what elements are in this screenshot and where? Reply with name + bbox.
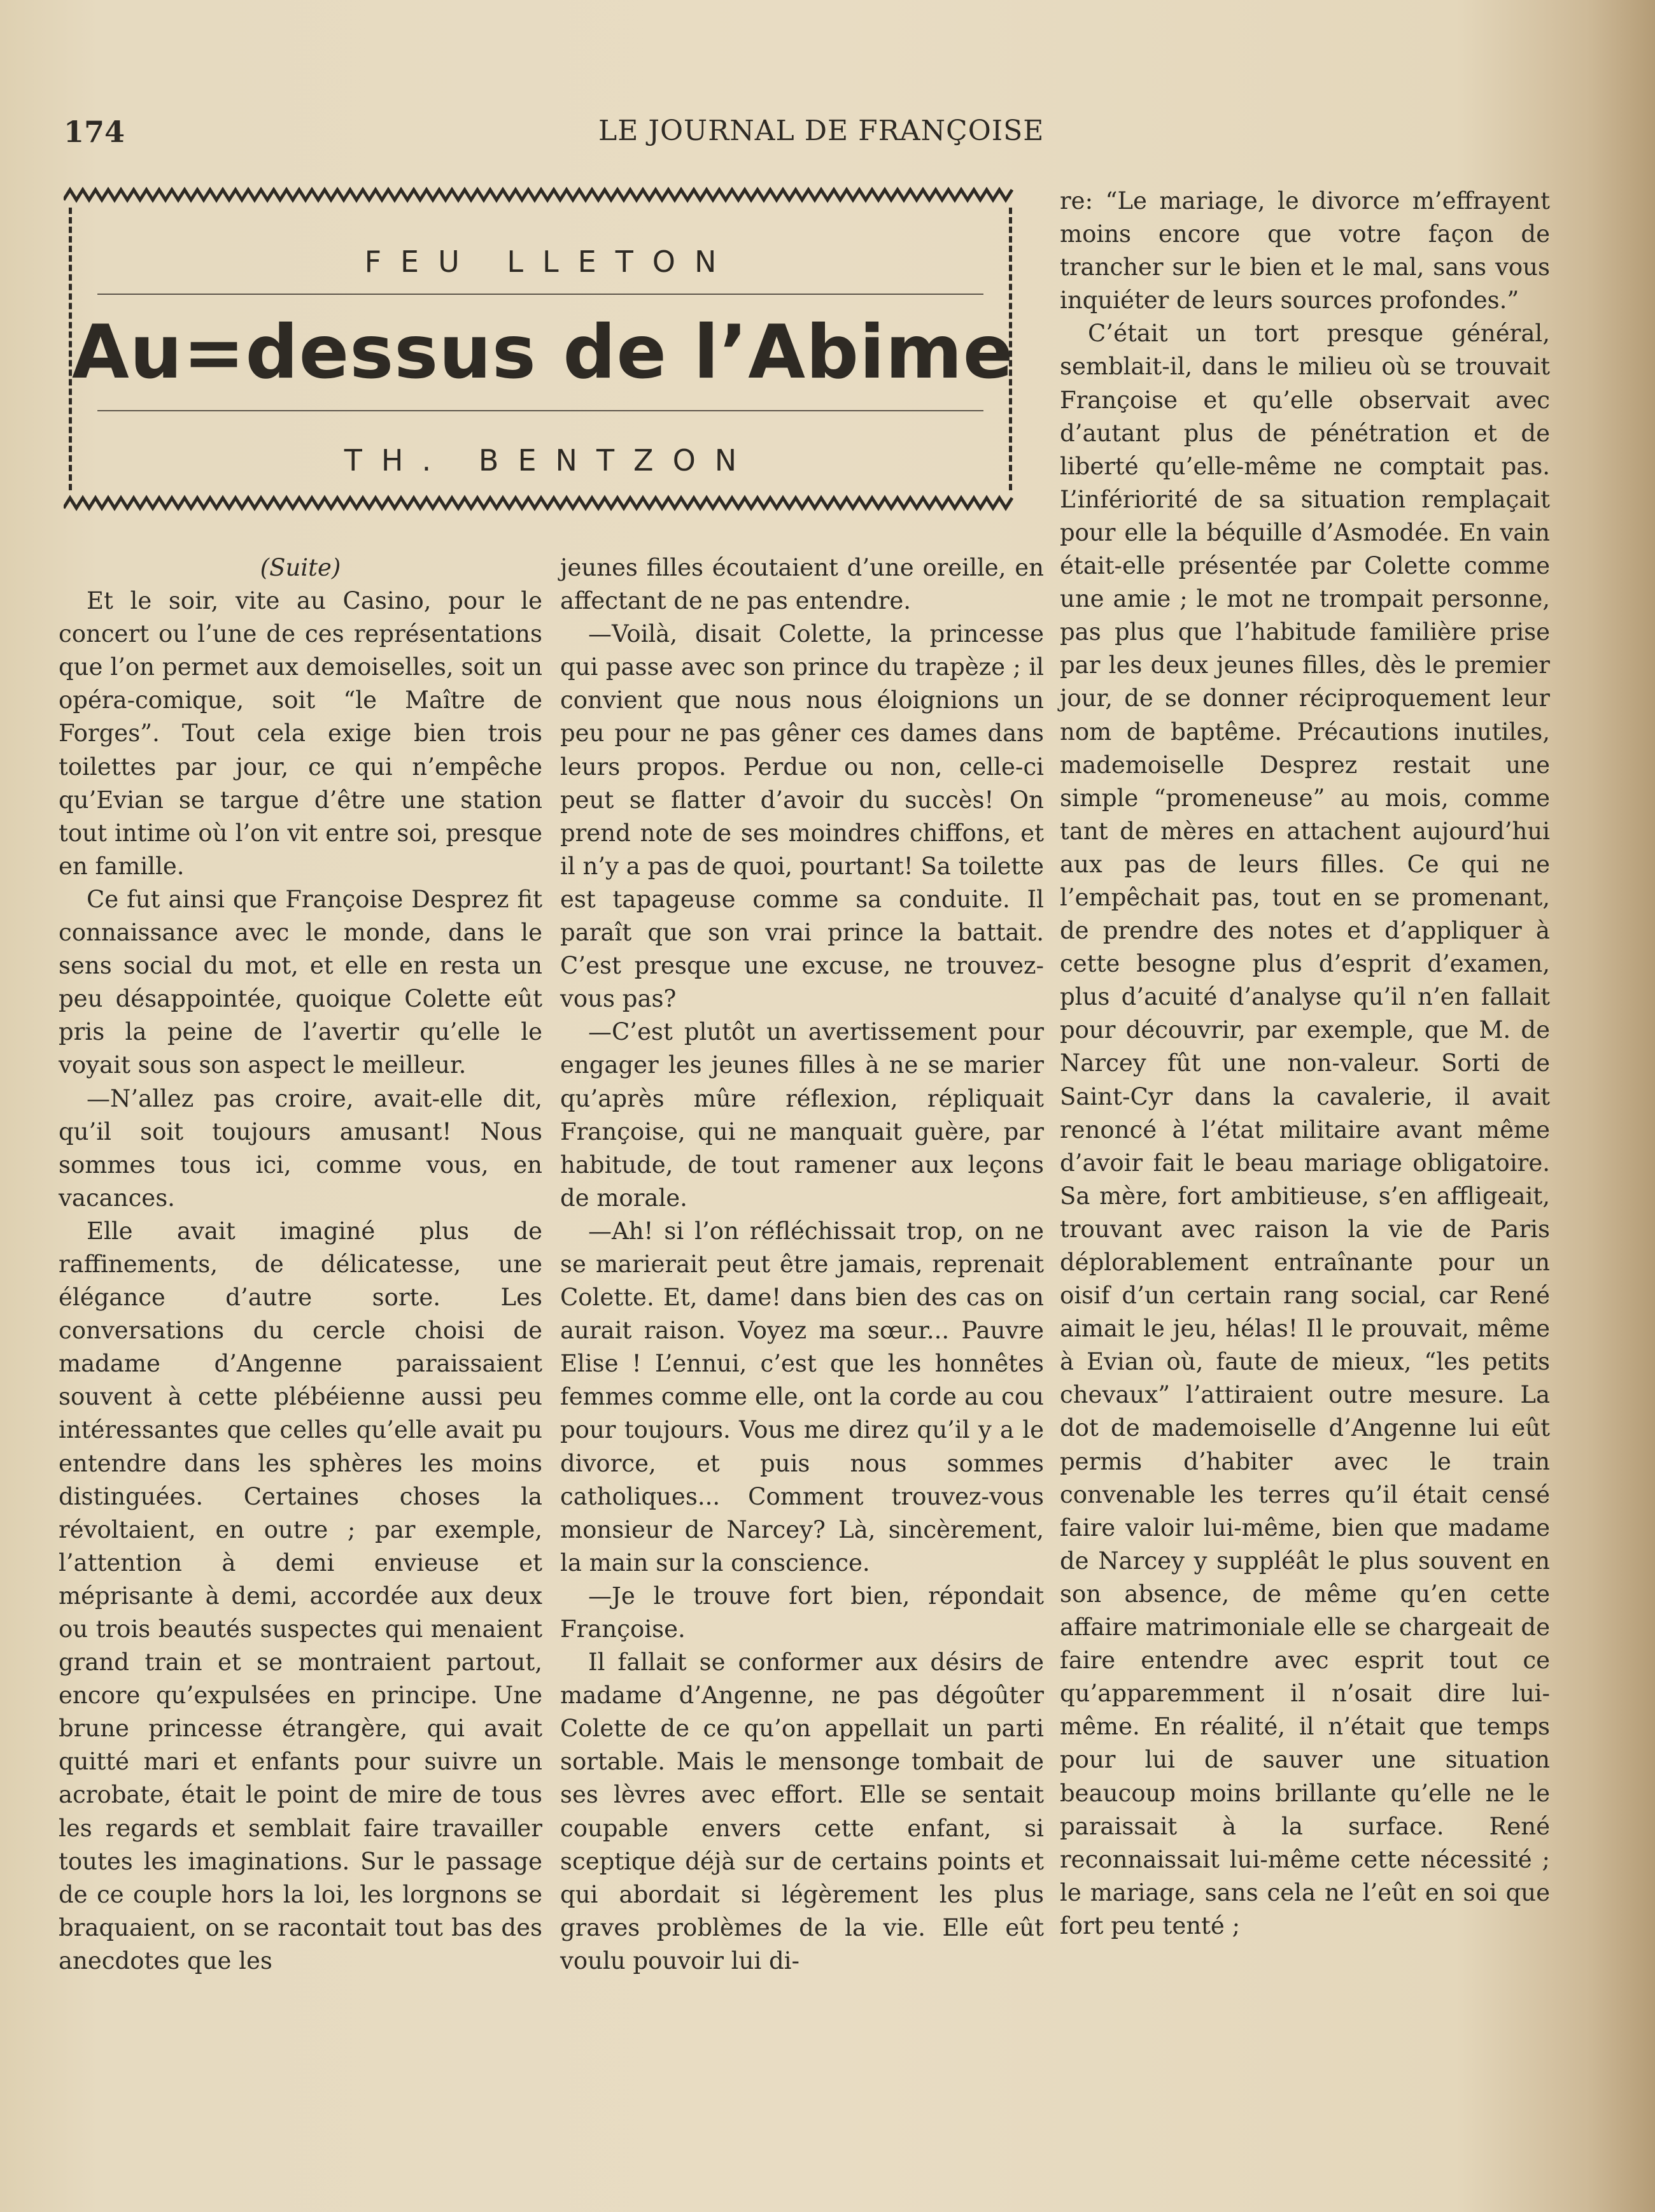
paragraph: —N’allez pas croire, avait-elle dit, qu’il soit toujours amusant! Nous sommes tous ici, comme vous, en vacances. [59,1084,542,1212]
paragraph: —C’est plutôt un avertissement pour engager les jeunes filles à ne se marier qu’après mûre réflexion, répliquait Françoise, qui ne manquait guère, par habitude, de tout ramener aux leçons de morale. [560,1018,1044,1212]
paragraph: —Voilà, disait Colette, la princesse qui passe avec son prince du trapèze ; il convient que nous nous éloignions un peu pour ne pas gêner ces dames dans leurs propos. Perdue ou non, celle-ci peut se flatter d’avoir du succès! On prend note de ses moindres chiffons, et il n’y a pas de quoi, pourtant! Sa toilette est tapageuse comme sa conduite. Il paraît que son vrai prince la battait. C’est presque une excuse, ne trouvez-vous pas? [560,620,1044,1013]
journal-title: LE JOURNAL DE FRANÇOISE [598,115,1045,147]
serial-title: Au=dessus de l’Abime [72,309,1014,395]
zigzag-border-top [64,186,1017,204]
paragraph: Il fallait se conformer aux désirs de madame d’Angenne, ne pas dégoûter Colette de ce qu’on appellait un parti sortable. Mais le mensonge tombait de ses lèvres avec effort. Elle se sentait coupable envers cette enfant, si sceptique déjà sur de certains points et qui abordait si légèrement les plus graves problèmes de la vie. Elle eût voulu pouvoir lui di- [560,1648,1044,1974]
feuilleton-title-box [64,186,1017,512]
paragraph: Elle avait imaginé plus de raffinements, de délicatesse, une élégance d’autre sorte. Les conversations du cercle choisi de madame d’Angenne paraissaient souvent à cette plébéienne aussi peu intéressantes que celles qu’elle avait pu entendre dans les sphères les moins distinguées. Certaines choses la révoltaient, en outre ; par exemple, l’attention à demi envieuse et méprisante à demi, accordée aux deux ou trois beautés suspectes qui menaient grand train et se montraient partout, encore qu’expulsées en principe. Une brune princesse étrangère, qui avait quitté mari et enfants pour suivre un acrobate, était le point de mire de tous les regards et semblait faire travailler toutes les imaginations. Sur le passage de ce couple hors la loi, les lorgnons se braquaient, on se racontait tout bas des anecdotes que les [59,1217,542,1974]
text-column-3 [1060,185,1550,1943]
feuilleton-inner-frame [69,208,1012,490]
paragraph: Et le soir, vite au Casino, pour le concert ou l’une de ces représentations que l’on permet aux demoiselles, soit un opéra-comique, soit “le Maître de Forges”. Tout cela exige bien trois toilettes par jour, ce qui n’empêche qu’Evian se targue d’être une station tout intime où l’on vit entre soi, presque en famille. [59,587,542,880]
paragraph: C’était un tort presque général, semblait-il, dans le milieu où se trouvait Françoise et qu’elle observait avec d’autant plus de pénétration et de liberté qu’elle-même ne comptait pas. L’infériorité de sa situation remplaçait pour elle la béquille d’Asmodée. En vain était-elle présentée par Colette comme une amie ; le mot ne trompait personne, pas plus que l’habitude familière prise par les deux jeunes filles, dès le premier jour, de se donner réciproquement leur nom de baptême. Précautions inutiles, mademoiselle Desprez restait une simple “promeneuse” au mois, comme tant de mères en attachent aujourd’hui aux pas de leurs filles. Ce qui ne l’empêchait pas, tout en se promenant, de prendre des notes et d’appliquer à cette besogne plus d’esprit d’examen, plus d’acuité d’analyse qu’il n’en fallait pour découvrir, par exemple, que M. de Narcey fût une non-valeur. Sorti de Saint-Cyr dans la cavalerie, il avait renoncé à l’état militaire avant même d’avoir fait le beau mariage obligatoire. Sa mère, fort ambitieuse, s’en affligeait, trouvant avec raison la vie de Paris déplorablement entraînante pour un oisif d’un certain rang social, car René aimait le jeu, hélas! Il le prouvait, même à Evian où, faute de mieux, “les petits chevaux” l’attiraient outre mesure. La dot de mademoiselle d’Angenne lui eût permis d’habiter avec le train convenable les terres qu’il était censé faire valoir lui-même, bien que madame de Narcey y suppléât le plus souvent en son absence, de même qu’en cette affaire matrimoniale elle se chargeait de faire entendre avec esprit tout ce qu’apparemment il n’osait dire lui-même. En réalité, il n’était que temps pour lui de sauver une situation beaucoup moins brillante qu’elle ne le paraissait à la surface. René reconnaissait lui-même cette nécessité ; le mariage, sans cela ne l’eût en soi que fort peu tenté ; [1060,320,1550,1939]
divider [97,294,983,295]
paragraph: Ce fut ainsi que Françoise Desprez fit connaissance avec le monde, dans le sens social du mot, et elle en resta un peu désappointée, quoique Colette eût pris la peine de l’avertir qu’elle le voyait sous son aspect le meilleur. [59,885,542,1079]
feuilleton-kicker: FEU LLETON [364,245,736,279]
text-column-2 [560,551,1044,1978]
paragraph: re: “Le mariage, le divorce m’effrayent moins encore que votre façon de trancher sur le bien et le mal, sans vous inquiéter de leurs sources profondes.” [1060,187,1550,315]
paragraph: —Ah! si l’on réfléchissait trop, on ne se marierait peut être jamais, reprenait Colette. Et, dame! dans bien des cas on aurait raison. Voyez ma sœur... Pauvre Elise ! L’ennui, c’est que les honnêtes femmes comme elle, ont la corde au cou pour toujours. Vous me direz qu’il y a le divorce, et puis nous sommes catholiques... Comment trouvez-vous monsieur de Narcey? Là, sincèrement, la main sur la conscience. [560,1217,1044,1577]
zigzag-border-bottom [64,494,1017,512]
running-head [64,115,1045,159]
suite-label: (Suite) [260,554,341,581]
text-column-1 [59,551,542,1978]
paragraph: —Je le trouve fort bien, répondait Françoise. [560,1582,1044,1643]
paragraph: jeunes filles écoutaient d’une oreille, en affectant de ne pas entendre. [560,554,1044,615]
author-name: TH. BENTZON [344,443,756,478]
divider [97,410,983,411]
page-number: 174 [64,115,125,149]
